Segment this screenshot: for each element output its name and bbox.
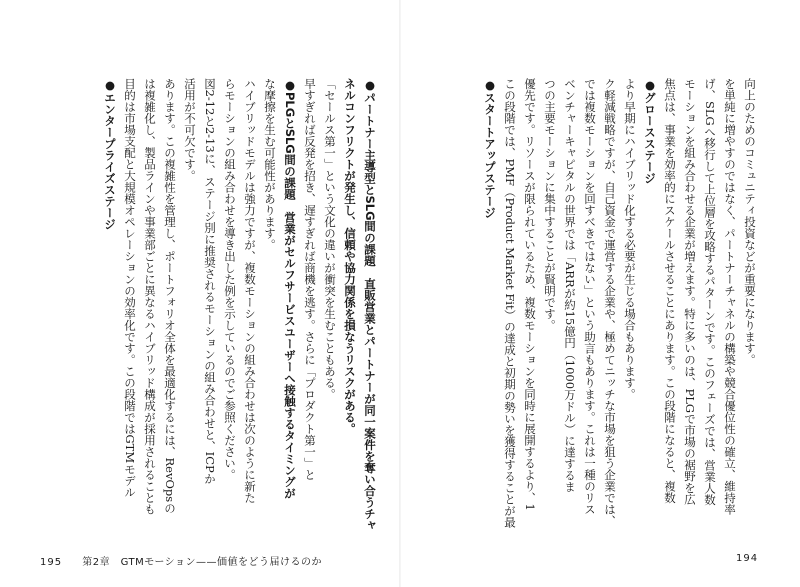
body-line: らモーションの組み合わせを導き出した例を示しているのでご参照ください。 [223, 78, 237, 481]
body-line: ク軽減戦略ですが、自己資金で運営する企業や、極めてニッチな市場を狙う企業では、 [603, 78, 617, 527]
body-line: この段階では、PMF（Product Market Fit）の達成と初期の勢いを獲得することが最 [503, 78, 517, 529]
body-line: ハイブリッドモデルは強力ですが、複数モーションの組み合わせは次のように新た [243, 78, 257, 504]
right-page-text [420, 78, 760, 538]
right-page-footer [736, 553, 758, 569]
body-line: 優先です。リソースが限られているため、複数モーションを同時に展開するより、1 [523, 78, 537, 511]
plg-slg-paragraph: ●PLGとSLG間の課題 営業がセルフサービスユーザーへ接触するタイミングが [283, 78, 297, 499]
body-line: 早すぎれば反発を招き、遅すぎれば商機を逃す。さらに「プロダクト第一」と [303, 78, 317, 481]
left-page-text [55, 78, 380, 538]
body-line: より早期にハイブリッド化する必要が生じる場合もあります。 [623, 78, 637, 400]
body-line: 図2-12と2-13に、ステージ別に推奨されるモーションの組み合わせと、ICPか [203, 78, 217, 485]
body-line: ベンチャーキャピタルの世界では「ARRが約15億円（1000万ドル）に達するま [563, 78, 577, 493]
right-page-number: 194 [736, 553, 759, 564]
partner-slg-paragraph: ●パートナー主導型とSLG間の課題 直販営業とパートナーが同一案件を奪い合うチャネルコンフリクトが発生し、信頼や協力関係を損なうリスクがある。 [343, 78, 377, 532]
body-line: を単純に増やすのではなく、パートナーチャネルの構築や競合優位性の確立、維持率 [723, 78, 737, 515]
body-line: あります。この複雑性を管理し、ポートフォリオ全体を最適化するには、RevOpsの [163, 78, 177, 514]
body-line: 「セールス第一」という文化の違いが衝突を生むこともある。 [323, 78, 337, 400]
left-page-footer [40, 553, 322, 569]
body-line: 活用が不可欠です。 [183, 78, 197, 182]
body-line: つの主要モーションに集中することが賢明です。 [543, 78, 557, 331]
body-line: モーションを組み合わせる企業が増えます。特に多いのは、PLGで市場の裾野を広 [683, 78, 697, 506]
body-line: 向上のためのコミュニティ投資などが重要になります。 [743, 78, 757, 366]
body-line: な摩擦を生む可能性があります。 [263, 78, 277, 251]
body-line: では複数モーションを回すべきではない」という助言もあります。これは一種のリス [583, 78, 597, 515]
body-line: 目的は市場支配と大規模オペレーションの効率化です。この段階ではGTMモデル [123, 78, 137, 498]
page-gutter [399, 0, 401, 587]
body-line: げ、SLGへ移行して上位層を攻略するパターンです。このフェーズでは、営業人数 [703, 78, 717, 506]
startup-stage-heading: ●スタートアップステージ [483, 78, 497, 219]
running-head-chapter: 第2章 GTMモーション——価値をどう届けるのか [82, 557, 322, 568]
body-line: 焦点は、事業を効率的にスケールさせることにあります。この段階になると、複数 [663, 78, 677, 504]
enterprise-stage-heading: ●エンタープライズステージ [103, 78, 117, 230]
growth-stage-heading: ●グロースステージ [643, 78, 657, 184]
left-page-number: 195 [40, 557, 63, 568]
body-line: は複雑化し、製品ラインや事業部ごとに異なるハイブリッド構成が採用されることも [143, 78, 157, 515]
